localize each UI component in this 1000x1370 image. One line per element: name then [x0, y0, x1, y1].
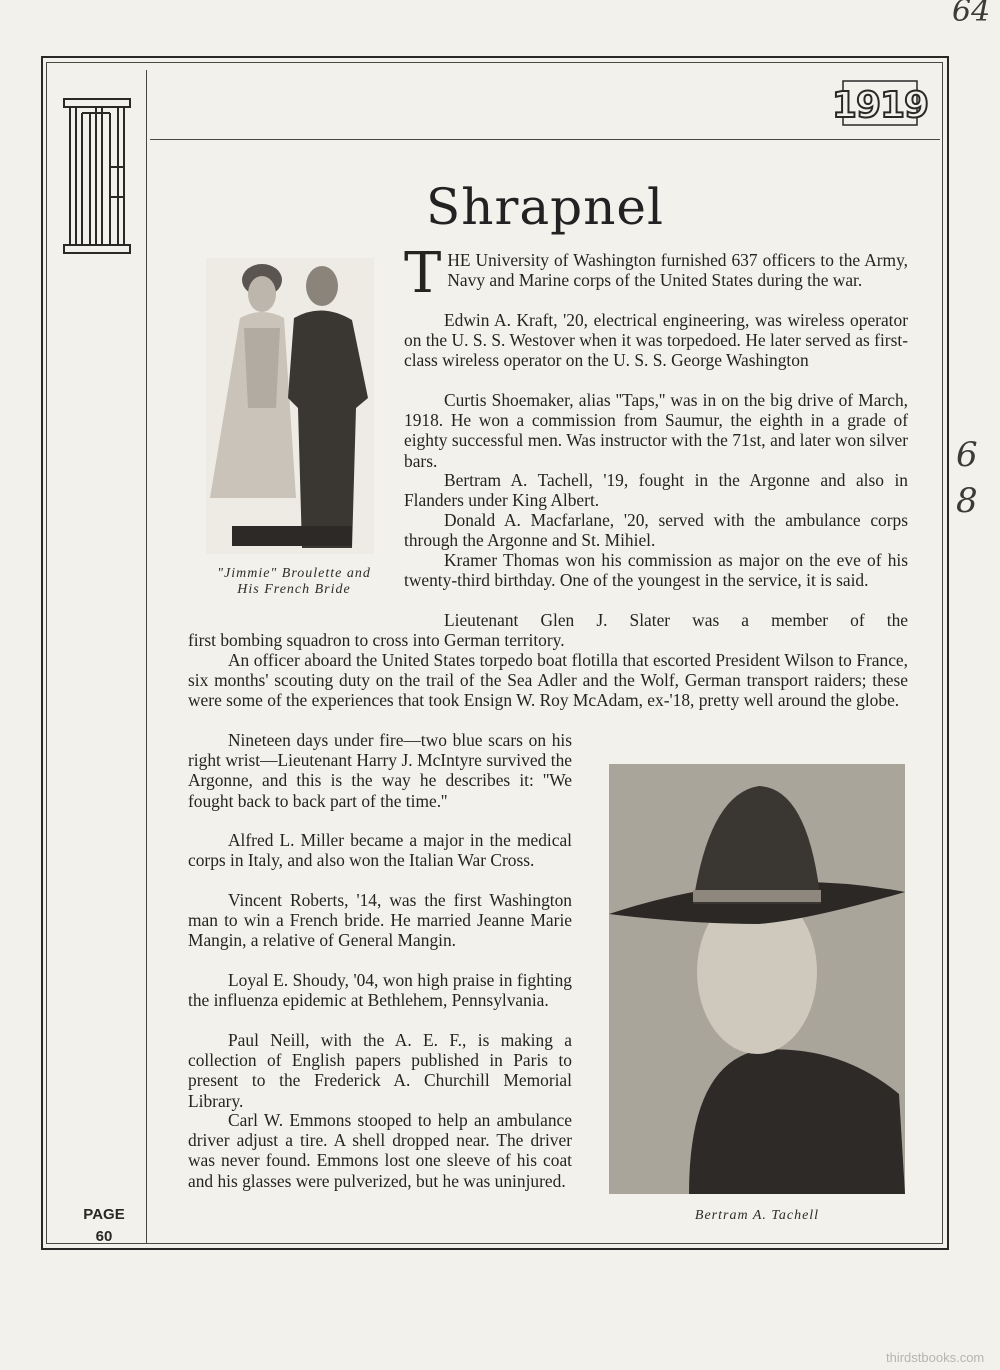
page-title: Shrapnel	[426, 178, 664, 236]
article-paragraph: Edwin A. Kraft, '20, electrical engineering, was wireless operator on the U. S. S. Westover when it was torpedoed. He later served as first-class wireless operator on the U. S. S. George Washington	[404, 310, 908, 371]
soldier-photo	[609, 764, 905, 1194]
couple-caption	[188, 566, 400, 598]
article-paragraph: Paul Neill, with the A. E. F., is making a collection of English papers published in Paris to present to the Frederick A. Churchill Memorial Library.	[188, 1030, 572, 1111]
header-rule	[150, 139, 940, 140]
article-paragraph: Kramer Thomas won his commission as major on the eve of his twenty-third birthday. One of the youngest in the service, it is said.	[404, 550, 908, 591]
article-paragraph: THE University of Washington furnished 637 officers to the Army, Navy and Marine corps of the United States during the war.	[404, 241, 908, 306]
couple-caption-line1: "Jimmie" Broulette and	[217, 566, 371, 581]
drop-cap: T	[404, 241, 442, 306]
page-label: PAGE	[83, 1206, 125, 1223]
margin-rule	[146, 70, 147, 1244]
article-paragraph: Alfred L. Miller became a major in the medical corps in Italy, and also won the Italian War Cross.	[188, 830, 572, 871]
article-paragraph: Lieutenant Glen J. Slater was a member of the	[444, 610, 908, 630]
couple-photo	[206, 258, 374, 554]
handwritten-page-number: 64	[952, 0, 991, 29]
couple-caption-line2: His French Bride	[237, 582, 351, 597]
article-paragraph: Curtis Shoemaker, alias ''Taps,'' was in on the big drive of March, 1918. He won a commission from Saumur, the eighth in a grade of eighty successful men. Was instructor with the 71st, and later won silver bars.	[404, 390, 908, 471]
article-paragraph: Loyal E. Shoudy, '04, won high praise in fighting the influenza epidemic at Bethlehem, Pennsylvania.	[188, 970, 572, 1011]
article-paragraph: Donald A. Macfarlane, '20, served with the ambulance corps through the Argonne and St. Mihiel.	[404, 510, 908, 551]
handwritten-margin-number: 68	[956, 435, 978, 521]
article-paragraph: first bombing squadron to cross into German territory.	[188, 630, 565, 650]
article-paragraph: An officer aboard the United States torpedo boat flotilla that escorted President Wilson to France, six months' scouting duty on the trail of the Sea Adler and the Wolf, German transport raiders; these were some of the experiences that took Ensign W. Roy McAdam, ex-'18, pretty well around the globe.	[188, 650, 908, 711]
article-paragraph: Nineteen days under fire—two blue scars on his right wrist—Lieutenant Harry J. McIntyre survived the Argonne, and this is the way he describes it: ''We fought back to back part of the time.''	[188, 730, 572, 811]
article-paragraph: Bertram A. Tachell, '19, fought in the Argonne and also in Flanders under King Albert.	[404, 470, 908, 511]
tyee-logo-icon	[62, 97, 132, 255]
article-paragraph: Carl W. Emmons stooped to help an ambulance driver adjust a tire. A shell dropped near. The driver was never found. Emmons lost one sleeve of his coat and his glasses were pulverized, but he was uninjured.	[188, 1110, 572, 1191]
soldier-caption: Bertram A. Tachell	[694, 1208, 820, 1223]
page-number-block	[68, 1204, 140, 1248]
year-mark	[831, 80, 929, 126]
page-number: 60	[95, 1228, 113, 1245]
year-text: 1919	[831, 85, 929, 126]
article-paragraph: Vincent Roberts, '14, was the first Washington man to win a French bride. He married Jeanne Marie Mangin, a relative of General Mangin.	[188, 890, 572, 951]
watermark: thirdstbooks.com	[886, 1350, 985, 1365]
